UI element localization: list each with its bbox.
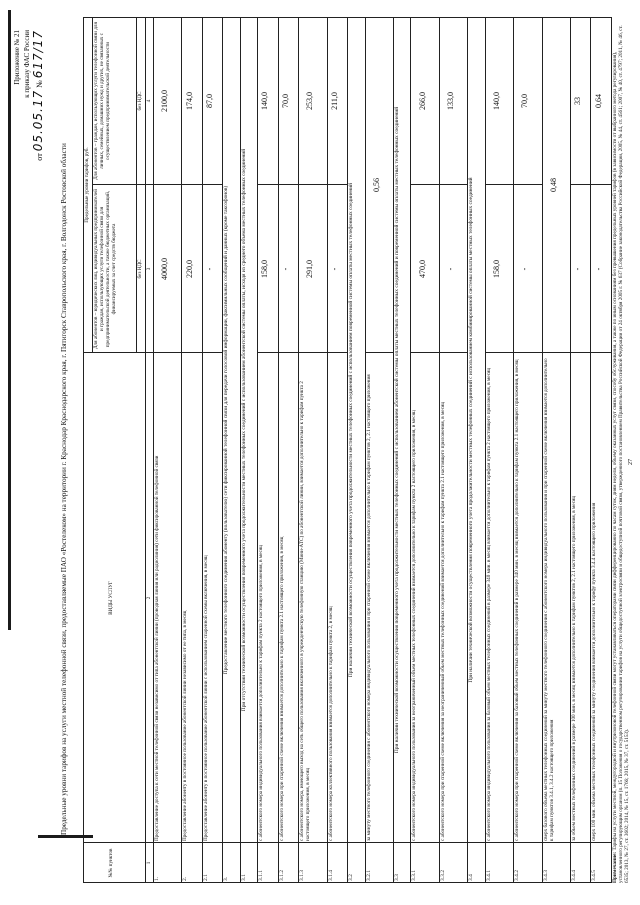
header-tax-2: без НДС xyxy=(137,91,143,111)
tariff-value-business: 470,0 xyxy=(417,260,427,278)
tariff-value-business: 291,0 xyxy=(305,260,315,278)
tariff-value-citizens: 133,0 xyxy=(446,92,456,110)
table-border-top xyxy=(83,17,84,883)
tariff-value-citizens: 70,0 xyxy=(520,94,530,108)
header-line xyxy=(145,17,146,883)
row-number: 3.2.1 xyxy=(365,870,372,881)
tariff-value-merged: 0,48 xyxy=(548,178,558,192)
row-vline xyxy=(439,184,467,185)
row-vline xyxy=(298,184,326,185)
row-vline xyxy=(570,352,591,353)
section-heading: При наличии технической возможности осуществления повременного учета продолжительности местных телефонных соединений с использованием комбинированной системы оплаты местных телефонных соединений xyxy=(468,177,475,683)
table-border-left xyxy=(83,882,611,883)
tariff-value-citizens: 140,0 xyxy=(260,92,270,110)
service-description: Предоставление абоненту в постоянное пользование абонентской линии с использованием спаренной схемы включения, в месяц xyxy=(202,555,209,841)
row-vline xyxy=(590,184,611,185)
row-vline xyxy=(181,352,202,353)
tariff-value-business: 158,0 xyxy=(260,260,270,278)
appendix-label: Приложение № 21 xyxy=(13,30,21,85)
section-heading: Предоставление местного телефонного соединения абоненту (пользователю) сети фиксированной телефонной связи для передачи голосовой информации, факсимильных сообщений и данных (кроме таксофонов) xyxy=(223,185,230,675)
row-number: 3.1 xyxy=(240,874,247,881)
tariff-value-business: - xyxy=(593,267,603,271)
row-number: 1. xyxy=(154,876,160,881)
row-number: 3.1.3 xyxy=(299,870,306,881)
scan-edge-left xyxy=(8,10,11,630)
row-vline xyxy=(278,184,299,185)
row-vline xyxy=(257,184,278,185)
row-vline xyxy=(485,184,513,185)
row-vline xyxy=(590,352,611,353)
row-number: 3.4.2 xyxy=(514,870,521,881)
row-vline xyxy=(298,352,326,353)
row-number: 3.1.2 xyxy=(278,870,285,881)
service-description: за минуту местного телефонного соединения с абонентского номера индивидуального пользования и при спаренной схеме включения взимается дополнительно к тарифам пунктов 2, 2.1 настоящего приложения xyxy=(365,374,372,841)
table-border-right xyxy=(83,17,611,18)
header-line xyxy=(136,17,137,353)
service-description: с абонентского номера индивидуального пользования за базовый объем местных телефонных соединений в размере 340 мин. в месяц взимается дополнительно к тарифам пункта 2 настоящего приложения, в месяц xyxy=(485,367,492,841)
row-number: 3. xyxy=(223,876,230,881)
section-heading: При наличии технической возможности осуществления повременного учета продолжительности местных телефонных соединений с использованием повременной системы оплаты местных телефонных соединений xyxy=(348,182,355,678)
row-vline xyxy=(181,184,202,185)
scan-edge-mark xyxy=(38,835,93,838)
header-col-service: ВИДЫ УСЛУГ xyxy=(108,581,114,615)
service-description: с абонентского номера при спаренной схеме включения за неограниченный объем местных телефонных соединений взимается дополнительно к тарифам пункта 2.1 настоящего приложения, в месяц xyxy=(439,401,446,841)
row-number: 3.4 xyxy=(468,874,475,881)
service-description: сверх 100 мин. объема местных телефонных соединений за минуту соединения взимается дополнительно к тарифу пункта 3.4.4 настоящего приложения xyxy=(591,502,598,841)
column-number: 1 xyxy=(146,861,152,865)
tariff-value-citizens: 2100,0 xyxy=(160,90,170,112)
order-date-line xyxy=(33,30,45,161)
service-description: с абонентского номера коллективного пользования взимается дополнительно к тарифам пункта 2, в месяц xyxy=(327,606,334,841)
row-vline xyxy=(202,352,223,353)
header-group-citizens: Для абонентов – граждан, использующих услуги телефонной связи для личных, семейных, домашних нужд и других, не связанных с осуществлением предпринимательской деятельности xyxy=(93,22,111,180)
tariff-value-citizens: 266,0 xyxy=(417,92,427,110)
row-vline xyxy=(410,352,438,353)
row-vline xyxy=(439,352,467,353)
service-description: с абонентского номера при спаренной схеме включения за базовый объем местных телефонных соединений в размере 340 мин. в месяц взимается дополнительно к тарифам пункта 2.1 настоящего приложения, в месяц xyxy=(514,359,521,841)
tariff-value-business: 220,0 xyxy=(184,260,194,278)
row-vline xyxy=(485,352,513,353)
row-number: 3.3.1 xyxy=(411,870,418,881)
tariff-value-business: - xyxy=(573,267,583,271)
tariff-value-citizens: 70,0 xyxy=(281,94,290,108)
tariff-table xyxy=(83,17,611,883)
column-number: 4 xyxy=(146,99,152,103)
header-group-business: Для абонентов – юридических лиц, индивидуальных предпринимателей и граждан, использующих услуги телефонной связи для предпринимательской деятельности, а также бюджетных организаций, финансируемых за счет средств бюджета xyxy=(93,189,117,349)
tariff-value-citizens: 87,0 xyxy=(205,94,215,108)
handwritten-date: 05.05.17 xyxy=(31,89,45,152)
date-prefix: от xyxy=(35,153,44,161)
tariff-value-business: - xyxy=(446,267,456,271)
header-vline xyxy=(92,184,153,185)
tariff-value-merged: 0,56 xyxy=(371,178,381,192)
row-vline xyxy=(327,352,348,353)
tariff-value-citizens: 174,0 xyxy=(184,92,194,110)
row-number: 3.4.4 xyxy=(570,870,577,881)
tariff-value-citizens: 211,0 xyxy=(329,92,339,110)
section-heading: При наличии технической возможности осуществления повременного учета продолжительности местных телефонных соединений с использованием абонентской системы оплаты местных телефонных соединений и повременной системы оплаты местных телефонных соединений xyxy=(394,106,401,754)
tariff-value-business: - xyxy=(520,267,530,271)
col-divider xyxy=(83,842,611,843)
row-vline xyxy=(513,352,541,353)
row-vline xyxy=(327,184,348,185)
header-col-levels: Предельные уровни тарифов, руб. xyxy=(84,147,90,223)
row-number: 3.4.3 xyxy=(542,870,549,881)
row-number: 3.3 xyxy=(394,874,401,881)
handwritten-number: 617/17 xyxy=(31,30,45,79)
row-vline xyxy=(257,352,278,353)
tariff-value-citizens: 33 xyxy=(573,97,583,105)
service-description: Предоставление абоненту в постоянное пользование абонентской линии независимо от ее типа, в месяц xyxy=(182,610,189,841)
row-vline xyxy=(153,352,181,353)
document-title: Предельные уровни тарифов на услуги местной телефонной связи, предоставляемые ПАО «Ростелеком» на территории г. Краснодар Краснодарского края, г. Пятигорск Ставропольского края, г. Волгодонск Ростовской области xyxy=(60,143,68,835)
page-number: 27 xyxy=(628,459,634,465)
section-heading: При отсутствии технической возможности осуществления повременного учета продолжительности местных телефонных соединений с использованием абонентской системы оплаты, исходя из среднего объема местных телефонных соединений xyxy=(240,148,247,712)
row-number: 3.1.1 xyxy=(258,870,265,881)
row-number: 3.3.2 xyxy=(439,870,446,881)
tariff-value-citizens: 253,0 xyxy=(305,92,315,110)
tariff-value-business: - xyxy=(281,267,290,271)
row-number: 3.2 xyxy=(348,874,355,881)
row-number: 3.1.4 xyxy=(327,870,334,881)
number-prefix: № xyxy=(35,80,44,88)
row-vline xyxy=(410,184,438,185)
header-col-number: №№ пунктов xyxy=(108,848,114,878)
column-number: 2 xyxy=(146,596,152,600)
tariff-value-citizens: 0,64 xyxy=(593,94,603,108)
row-vline xyxy=(153,184,181,185)
tariff-value-citizens: 140,0 xyxy=(491,92,501,110)
notes-label: Примечание: xyxy=(612,851,618,883)
col-divider xyxy=(83,352,153,353)
service-description: с абонентского номера индивидуального пользования за неограниченный объем местных телефонных соединений взимается дополнительно к тарифам пункта 2 настоящего приложения, в месяц xyxy=(411,410,418,841)
service-description: с абонентского номера при спаренной схеме включения взимается дополнительно к тарифам пункта 2.1 настоящего приложения, в месяц xyxy=(278,536,285,841)
row-number: 3.4.5 xyxy=(591,870,598,881)
service-description: Предоставление доступа к сети местной телефонной связи независимо от типа абонентской линии (проводная линия или радиолиния) сети фиксированной телефонной связи xyxy=(154,455,160,841)
row-vline xyxy=(570,184,591,185)
notes-text: Тарифы на услуги местной, междугородной и внутризоновой телефонной связи могут устанавливаться операторами связи дифференцированно по часам суток, дням недели, объему оказанных услуг связи, способу обслуживания, а также по иным основаниям без превышения предельных уровней тарифов (в зависимости от выбранного метода регулирования), установленного регулирующим органом (п. 15 Положения о государственном регулировании тарифов на услуги общедоступной электросвязи и общедоступной почтовой связи, утвержденного постановлением Правительства Российской Федерации от 24 октября 2005 г. № 637 (Собрание законодательства Российской Федерации, 2005, № 44, ст. 4561; 2007, № 40, ст. 4797; 2011, № 46, ст. 6535; 2013, № 27, ст. 3602; 2014, № 15, ст. 1766; 2015, № 37, ст. 5153). xyxy=(612,25,630,883)
row-number: 3.4.1 xyxy=(485,870,492,881)
row-vline xyxy=(365,352,393,353)
tariff-value-business: - xyxy=(205,267,215,271)
header-tax-1: без НДС xyxy=(137,259,143,279)
service-description: с абонентского номера индивидуального пользования взимается дополнительно к тарифам пункта 2 настоящего приложения, в месяц xyxy=(258,544,265,841)
notes xyxy=(612,17,630,883)
tariff-value-business: 4000,0 xyxy=(160,258,170,280)
tariff-value-business: - xyxy=(329,267,339,271)
order-label: к приказу ФАС России xyxy=(23,30,31,98)
row-vline xyxy=(513,184,541,185)
row-vline xyxy=(202,184,223,185)
tariff-value-business: 158,0 xyxy=(491,260,501,278)
service-description: с абонентского номера, имеющего выход на сеть общего пользования включенного в учрежденческую телефонную станцию (Мини-АТС) по абонентской линии, взимается дополнительно к тарифам пункта 2 настоящего приложения, в месяц xyxy=(299,381,312,841)
header-line xyxy=(92,17,93,353)
row-number: 2. xyxy=(182,876,189,881)
column-number: 3 xyxy=(146,267,152,271)
service-description: сверх базового объема местных телефонных соединений за минуту местного телефонного соединения с абонентского номера индивидуального пользования и при спаренной схеме включения взимается дополнительно к тарифам пунктов 3.4.1, 3.4.2 настоящего приложения xyxy=(542,358,555,841)
row-number: 2.1 xyxy=(202,874,209,881)
row-vline xyxy=(542,352,570,353)
service-description: за объем местных телефонных соединений в размере 100 мин. в месяц взимается дополнительно к тарифам пунктов 2, 2.1 настоящего приложения, в месяц xyxy=(570,495,577,841)
row-vline xyxy=(278,352,299,353)
